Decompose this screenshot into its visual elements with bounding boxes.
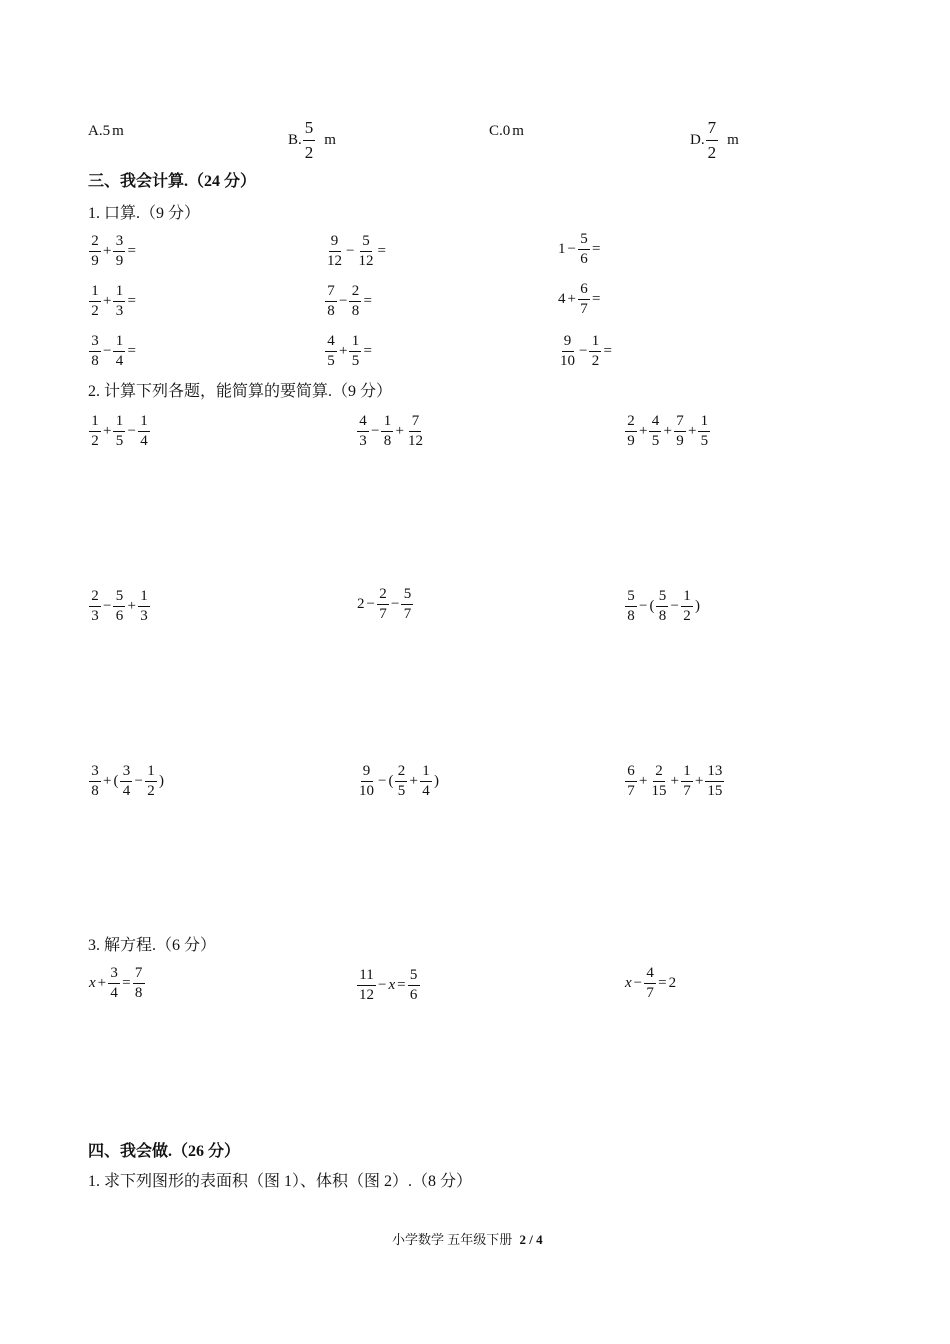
- operator: ): [158, 773, 164, 789]
- numerator: 1: [113, 334, 125, 352]
- expression: [356, 587, 414, 622]
- number: 1: [558, 241, 566, 257]
- denominator: 2: [147, 783, 155, 799]
- operator: (: [649, 598, 655, 614]
- denominator: 15: [651, 783, 667, 799]
- numerator: 3: [113, 234, 125, 252]
- fraction: [357, 764, 376, 799]
- denominator: 7: [627, 783, 635, 799]
- numerator: 1: [381, 414, 393, 432]
- expression: [356, 414, 426, 449]
- option-b: B. $\frac{5}{2}$ m: [288, 118, 336, 162]
- numerator: 9: [562, 334, 574, 352]
- fraction: [108, 966, 120, 1001]
- fraction: [674, 414, 686, 449]
- fraction: [656, 589, 668, 624]
- operator: +: [409, 773, 418, 789]
- operator: −: [378, 773, 387, 789]
- operator: −: [633, 975, 643, 991]
- calc-item: [624, 762, 725, 799]
- fraction: [589, 334, 601, 369]
- denominator: 7: [646, 985, 654, 1001]
- operator: −: [378, 977, 387, 993]
- denominator: 2: [591, 353, 600, 369]
- page-footer: [392, 1229, 543, 1248]
- question-equation-title: 3. 解方程.（6 分）: [88, 937, 217, 954]
- fraction: [349, 334, 361, 369]
- operator: (: [388, 773, 394, 789]
- operator: =: [591, 291, 601, 307]
- fraction: [401, 587, 413, 622]
- operator: +: [567, 291, 576, 307]
- operator: +: [127, 598, 136, 614]
- numerator: 4: [357, 414, 369, 432]
- denominator: 8: [351, 303, 360, 319]
- oral-item: [88, 332, 137, 369]
- number: 2: [668, 975, 677, 991]
- operator: −: [579, 343, 588, 359]
- operator: −: [339, 293, 348, 309]
- operator: +: [339, 343, 348, 359]
- numerator: 3: [120, 764, 132, 782]
- number: 2: [357, 596, 365, 612]
- fraction: [89, 334, 101, 369]
- option-c: C.0 m: [489, 123, 524, 139]
- fraction: [120, 764, 132, 799]
- expression: [324, 334, 373, 369]
- numerator: 1: [681, 764, 693, 782]
- numerator: 2: [349, 284, 361, 302]
- numerator: 5: [401, 587, 413, 605]
- numerator: 5: [625, 589, 637, 607]
- numerator: 7: [325, 284, 337, 302]
- equation-item: [624, 966, 677, 1001]
- numerator: 13: [705, 764, 724, 782]
- numerator: 7: [409, 414, 421, 432]
- denominator: 9: [676, 433, 684, 449]
- denominator: 4: [422, 783, 430, 799]
- expression: [88, 234, 137, 269]
- expression: [624, 589, 701, 624]
- denominator: 7: [683, 783, 691, 799]
- denominator: 6: [580, 251, 588, 267]
- numerator: 1: [420, 764, 432, 782]
- oral-item: [557, 232, 601, 267]
- denominator: 3: [359, 433, 367, 449]
- numerator: 1: [589, 334, 601, 352]
- numerator: 3: [108, 966, 120, 984]
- operator: ): [694, 598, 700, 614]
- operator: −: [103, 598, 112, 614]
- denominator: 5: [397, 783, 406, 799]
- fraction: [578, 282, 590, 317]
- numerator: 6: [625, 764, 637, 782]
- operator: +: [639, 773, 648, 789]
- numerator: 5: [656, 589, 668, 607]
- operator: =: [363, 293, 372, 309]
- operator: −: [567, 241, 576, 257]
- variable: x: [625, 975, 632, 991]
- fraction: [138, 589, 150, 624]
- numerator: 1: [113, 284, 125, 302]
- denominator: 5: [327, 353, 335, 369]
- operator: =: [377, 243, 386, 259]
- calc-item: [624, 412, 711, 449]
- oral-item: [88, 282, 137, 319]
- operator: −: [390, 596, 400, 612]
- operator: −: [134, 773, 143, 789]
- fraction: [698, 414, 710, 449]
- operator: +: [103, 423, 112, 439]
- numerator: 1: [145, 764, 157, 782]
- expression: [88, 589, 151, 624]
- denominator: 9: [115, 253, 124, 269]
- denominator: 8: [658, 608, 667, 624]
- operator: +: [103, 243, 112, 259]
- numerator: 2: [625, 414, 637, 432]
- operator: −: [639, 598, 648, 614]
- expression: [557, 282, 601, 317]
- fraction: [649, 764, 668, 799]
- numerator: 11: [357, 968, 375, 986]
- operator: −: [371, 423, 380, 439]
- operator: =: [127, 343, 136, 359]
- oral-item: [557, 332, 613, 369]
- operator: −: [670, 598, 679, 614]
- fraction: [625, 764, 637, 799]
- denominator: 8: [383, 433, 392, 449]
- denominator: 9: [91, 253, 99, 269]
- numerator: 2: [89, 589, 101, 607]
- numerator: 4: [644, 966, 656, 984]
- fraction: [138, 414, 150, 449]
- operator: =: [591, 241, 601, 257]
- numerator: 9: [361, 764, 373, 782]
- denominator: 10: [359, 783, 374, 799]
- calc-item: [88, 412, 151, 449]
- numerator: 1: [138, 589, 150, 607]
- numerator: 5: [578, 232, 590, 250]
- fraction: [395, 764, 407, 799]
- operator: +: [103, 293, 112, 309]
- fraction: [325, 334, 337, 369]
- denominator: 4: [140, 433, 148, 449]
- numerator: 4: [325, 334, 337, 352]
- denominator: 7: [580, 301, 588, 317]
- numerator: 1: [349, 334, 361, 352]
- fraction: [625, 414, 637, 449]
- numerator: 2: [89, 234, 101, 252]
- numerator: 5: [113, 589, 125, 607]
- operator: +: [694, 773, 704, 789]
- numerator: 1: [89, 414, 101, 432]
- denominator: 5: [115, 433, 124, 449]
- numerator: 2: [395, 764, 407, 782]
- operator: ): [433, 773, 439, 789]
- expression: [557, 232, 601, 267]
- denominator: 4: [122, 783, 131, 799]
- operator: =: [127, 293, 136, 309]
- operator: +: [639, 423, 648, 439]
- fraction: [406, 414, 425, 449]
- denominator: 4: [115, 353, 124, 369]
- denominator: 8: [627, 608, 635, 624]
- footer-subject: 小学数学 五年级下册: [392, 1232, 513, 1247]
- oral-item: [557, 282, 601, 317]
- equation-item: [88, 966, 146, 1001]
- operator: −: [103, 343, 112, 359]
- fraction: [408, 968, 420, 1003]
- question-calc-title: 2. 计算下列各题，能简算的要简算.（9 分）: [88, 383, 393, 400]
- numerator: 1: [113, 414, 125, 432]
- expression: [88, 284, 137, 319]
- numerator: 6: [578, 282, 590, 300]
- fraction: [89, 284, 101, 319]
- numerator: 3: [89, 334, 101, 352]
- denominator: 2: [91, 303, 99, 319]
- section-3-title: 三、我会计算.（24 分）: [88, 173, 257, 190]
- operator: =: [397, 977, 406, 993]
- operator: −: [127, 423, 136, 439]
- expression: [88, 414, 151, 449]
- operator: =: [603, 343, 612, 359]
- numerator: 3: [89, 764, 101, 782]
- option-a: A.5 m: [88, 123, 124, 139]
- numerator: 1: [89, 284, 101, 302]
- oral-item: [324, 282, 373, 319]
- option-d: D. $\frac{7}{2}$ m: [690, 118, 739, 162]
- expression: [356, 968, 421, 1003]
- fraction: [113, 284, 125, 319]
- calc-item: [356, 412, 426, 449]
- calc-item: [88, 762, 165, 799]
- expression: [88, 966, 146, 1001]
- oral-item: [88, 232, 137, 269]
- operator: +: [687, 423, 697, 439]
- numerator: 5: [360, 234, 372, 252]
- fraction: [625, 589, 637, 624]
- denominator: 3: [140, 608, 148, 624]
- fraction: [113, 414, 125, 449]
- expression: [324, 284, 373, 319]
- oral-item: [324, 332, 373, 369]
- denominator: 10: [560, 353, 575, 369]
- operator: −: [346, 243, 355, 259]
- fraction: [356, 234, 375, 269]
- fraction: [705, 764, 724, 799]
- denominator: 12: [327, 253, 342, 269]
- fraction: [133, 966, 145, 1001]
- calc-item: [88, 587, 151, 624]
- fraction: [681, 764, 693, 799]
- fraction: [89, 234, 101, 269]
- operator: −: [366, 596, 375, 612]
- fraction: [420, 764, 432, 799]
- fraction: [89, 764, 101, 799]
- denominator: 8: [327, 303, 335, 319]
- question-oral-title: 1. 口算.（9 分）: [88, 205, 201, 222]
- number: 4: [558, 291, 566, 307]
- variable: x: [89, 975, 96, 991]
- expression: [356, 764, 440, 799]
- fraction: [381, 414, 393, 449]
- denominator: 12: [358, 253, 374, 269]
- numerator: 7: [133, 966, 145, 984]
- denominator: 2: [683, 608, 691, 624]
- denominator: 7: [379, 606, 387, 622]
- denominator: 5: [351, 353, 360, 369]
- operator: +: [103, 773, 112, 789]
- denominator: 6: [409, 987, 418, 1003]
- operator: =: [122, 975, 131, 991]
- denominator: 6: [115, 608, 124, 624]
- denominator: 12: [359, 987, 374, 1003]
- operator: =: [363, 343, 372, 359]
- denominator: 8: [134, 985, 143, 1001]
- calc-item: [624, 587, 701, 624]
- fraction: [357, 414, 369, 449]
- expression: [88, 764, 165, 799]
- fraction: [89, 414, 101, 449]
- denominator: 4: [110, 985, 118, 1001]
- section-4-title: 四、我会做.（26 分）: [88, 1143, 241, 1160]
- expression: [624, 414, 711, 449]
- equation-item: [356, 966, 421, 1003]
- denominator: 5: [651, 433, 660, 449]
- numerator: 1: [698, 414, 710, 432]
- operator: +: [670, 773, 679, 789]
- fraction: [377, 587, 389, 622]
- calc-item: [356, 587, 414, 622]
- numerator: 2: [653, 764, 665, 782]
- denominator: 9: [627, 433, 635, 449]
- denominator: 3: [115, 303, 124, 319]
- fraction: [113, 589, 125, 624]
- operator: (: [113, 773, 119, 789]
- oral-item: [324, 232, 387, 269]
- denominator: 15: [707, 783, 723, 799]
- operator: +: [97, 975, 107, 991]
- numerator: 7: [674, 414, 686, 432]
- numerator: 1: [138, 414, 150, 432]
- operator: +: [395, 423, 404, 439]
- fraction: [644, 966, 656, 1001]
- denominator: 12: [407, 433, 423, 449]
- fraction: [349, 284, 361, 319]
- operator: +: [663, 423, 672, 439]
- calc-item: [356, 762, 440, 799]
- fraction: [145, 764, 157, 799]
- expression: [88, 334, 137, 369]
- expression: [624, 966, 677, 1001]
- denominator: 8: [91, 353, 99, 369]
- denominator: 3: [91, 608, 99, 624]
- fraction: [89, 589, 101, 624]
- question-figures-title: 1. 求下列图形的表面积（图 1）、体积（图 2）.（8 分）: [88, 1173, 473, 1190]
- denominator: 5: [700, 433, 709, 449]
- fraction: [357, 968, 376, 1003]
- fraction: [681, 589, 693, 624]
- page-number: 2 / 4: [519, 1232, 543, 1247]
- numerator: 5: [408, 968, 420, 986]
- fraction: [578, 232, 590, 267]
- numerator: 2: [377, 587, 389, 605]
- denominator: 7: [403, 606, 412, 622]
- numerator: 4: [649, 414, 661, 432]
- denominator: 8: [91, 783, 99, 799]
- numerator: 1: [681, 589, 693, 607]
- operator: =: [127, 243, 136, 259]
- expression: [557, 334, 613, 369]
- fraction: [325, 234, 344, 269]
- denominator: 2: [91, 433, 99, 449]
- fraction: [649, 414, 661, 449]
- variable: x: [388, 977, 396, 993]
- expression: [624, 764, 725, 799]
- numerator: 9: [329, 234, 341, 252]
- fraction: [113, 334, 125, 369]
- fraction: [113, 234, 125, 269]
- expression: [324, 234, 387, 269]
- fraction: [325, 284, 337, 319]
- operator: =: [658, 975, 667, 991]
- fraction: [558, 334, 577, 369]
